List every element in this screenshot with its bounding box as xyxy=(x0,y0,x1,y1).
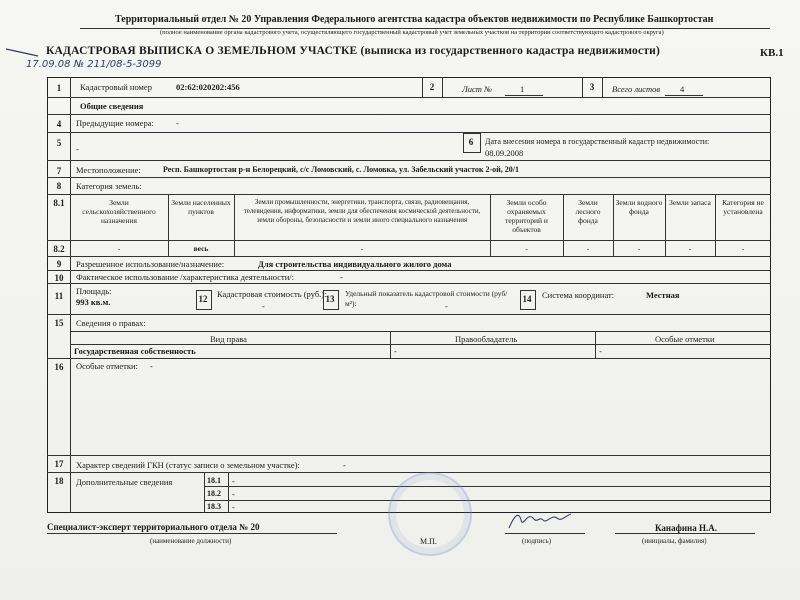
signature-line xyxy=(505,533,585,534)
subrow-number: 18.2 xyxy=(207,489,221,498)
specific-cost-value: - xyxy=(445,301,448,311)
document-title: КАДАСТРОВАЯ ВЫПИСКА О ЗЕМЕЛЬНОМ УЧАСТКЕ (выписка из государственного кадастра недвижимости) xyxy=(46,45,661,57)
divider xyxy=(715,194,716,256)
area-label: Площадь: xyxy=(76,286,112,296)
rights-holder-header: Правообладатель xyxy=(455,334,518,344)
general-section-heading: Общие сведения xyxy=(80,101,144,111)
permitted-use-label: Разрешенное использование/назначение: xyxy=(76,259,225,269)
category-value: - xyxy=(586,244,590,253)
row-number: 2 xyxy=(429,82,435,92)
category-reserve: Земли запаса xyxy=(669,198,711,207)
rights-label: Сведения о правах: xyxy=(76,318,146,328)
land-category-label: Категория земель: xyxy=(76,181,142,191)
divider xyxy=(563,194,564,256)
row-number: 3 xyxy=(589,82,595,92)
divider xyxy=(47,177,771,178)
category-agricultural: Земли сельскохозяйственного назначения xyxy=(82,198,156,225)
category-forest: Земли лесного фонда xyxy=(575,198,601,225)
cadastral-cost-value: - xyxy=(262,301,265,311)
row-number: 11 xyxy=(54,291,64,301)
category-industry: Земли промышленности, энергетики, транспорта, связи, радиовещания, телевидения, информатики, земли для обеспечения космической деятельности, земли обороны, безопасности и земли иного специального назначения xyxy=(243,198,481,224)
divider xyxy=(47,256,771,257)
permitted-use-value: Для строительства индивидуального жилого дома xyxy=(258,259,452,269)
category-value: - xyxy=(360,244,364,253)
row5-value: - xyxy=(76,144,79,154)
underline xyxy=(505,95,543,96)
divider xyxy=(490,194,491,256)
divider xyxy=(228,472,229,513)
rights-holder-value: - xyxy=(394,346,397,356)
rights-notes-header: Особые отметки xyxy=(655,334,715,344)
row-number: 9 xyxy=(56,259,62,269)
subrow-value: - xyxy=(232,502,235,512)
subrow-number: 18.3 xyxy=(207,502,221,511)
row-number: 8.1 xyxy=(53,198,65,208)
row-number: 12 xyxy=(198,294,208,304)
handwritten-arrow-mark xyxy=(4,46,40,60)
registration-date-value: 08.09.2008 xyxy=(485,148,524,158)
coordinate-system-label: Система координат: xyxy=(542,290,615,300)
category-value: - xyxy=(741,244,745,253)
name-note: (инициалы, фамилия) xyxy=(642,537,707,545)
previous-numbers-label: Предыдущие номера: xyxy=(76,118,154,128)
row-number: 6 xyxy=(468,137,474,147)
category-value: - xyxy=(117,244,121,253)
category-protected: Земли особо охраняемых территорий и объектов xyxy=(505,198,548,234)
divider xyxy=(204,486,771,487)
form-code: КВ.1 xyxy=(760,47,784,59)
agency-title: Территориальный отдел № 20 Управления Федерального агентства кадастра объектов недвижимости по Республике Башкортостан xyxy=(115,14,714,25)
divider xyxy=(47,270,771,271)
category-value: - xyxy=(525,244,528,253)
specialist-position: Специалист-эксперт территориального отдела № 20 xyxy=(47,522,260,532)
sheet-value: 1 xyxy=(520,84,525,94)
row-number: 10 xyxy=(54,273,64,283)
category-water: Земли водного фонда xyxy=(615,198,663,216)
divider xyxy=(47,314,771,315)
handwritten-reference: 17.09.08 № 211/08-5-3099 xyxy=(26,59,162,70)
total-sheets-label: Всего листов xyxy=(612,84,661,94)
divider xyxy=(47,97,771,98)
additional-info-label: Дополнительные сведения xyxy=(76,477,173,487)
signature-line xyxy=(47,533,337,534)
area-value: 993 кв.м. xyxy=(76,297,111,307)
position-note: (наименование должности) xyxy=(150,537,232,545)
special-notes-value: - xyxy=(150,361,153,371)
subrow-number: 18.1 xyxy=(207,476,221,485)
row-number: 14 xyxy=(522,294,532,304)
divider xyxy=(47,160,771,161)
specific-cost-label: Удельный показатель кадастровой стоимости (руб/м²): xyxy=(345,289,508,308)
row-number: 15 xyxy=(54,318,64,328)
subrow-value: - xyxy=(232,476,235,486)
divider xyxy=(47,358,771,359)
cadastral-number-value: 02:62:020202:456 xyxy=(176,82,240,92)
divider xyxy=(168,194,169,256)
row-number: 16 xyxy=(54,362,64,372)
divider xyxy=(47,283,771,284)
category-value: - xyxy=(637,244,641,253)
row-number: 4 xyxy=(56,119,62,129)
special-notes-label: Особые отметки: xyxy=(76,361,138,371)
divider xyxy=(234,194,235,256)
row-number: 5 xyxy=(56,138,62,148)
row-number: 8.2 xyxy=(53,244,65,254)
row-number: 17 xyxy=(54,459,64,469)
divider xyxy=(47,472,771,473)
actual-use-value: - xyxy=(340,272,343,282)
divider xyxy=(613,194,614,256)
divider xyxy=(204,472,205,513)
divider xyxy=(204,500,771,501)
specialist-name: Канафина Н.А. xyxy=(655,523,717,533)
divider xyxy=(47,132,771,133)
underline xyxy=(665,95,703,96)
row-number: 18 xyxy=(54,476,64,486)
category-settlements: Земли населенных пунктов xyxy=(171,198,231,216)
handwritten-signature xyxy=(505,506,575,534)
record-status-label: Характер сведений ГКН (статус записи о земельном участке): xyxy=(76,460,300,470)
divider xyxy=(47,194,771,195)
category-not-set: Категория не установлена xyxy=(722,198,764,216)
row-number: 8 xyxy=(56,181,62,191)
record-status-value: - xyxy=(343,460,346,470)
row-number: 1 xyxy=(56,83,62,93)
coordinate-system-value: Местная xyxy=(646,290,680,300)
location-label: Местоположение: xyxy=(76,165,141,175)
divider xyxy=(70,344,771,345)
location-value: Респ. Башкортостан р-н Белорецкий, с/с Ломовский, с. Ломовка, ул. Забельский участок 2-ой, 20/1 xyxy=(163,165,520,174)
divider xyxy=(47,240,771,241)
signature-note: (подпись) xyxy=(522,537,552,545)
row-number: 13 xyxy=(325,294,335,304)
divider xyxy=(70,331,771,332)
number-column-divider xyxy=(70,77,71,513)
divider xyxy=(47,455,771,456)
cadastral-cost-label: Кадастровая стоимость (руб.): xyxy=(217,289,327,299)
row-number: 7 xyxy=(56,166,62,176)
divider xyxy=(47,114,771,115)
category-value: весь xyxy=(193,244,209,253)
rights-type-value: Государственная собственность xyxy=(74,346,196,356)
seal-place: М.П. xyxy=(420,537,437,546)
previous-numbers-value: - xyxy=(176,118,179,128)
subrow-value: - xyxy=(232,489,235,499)
actual-use-label: Фактическое использование /характеристика деятельности/: xyxy=(76,272,295,282)
category-value: - xyxy=(688,244,692,253)
agency-note: (полное наименование органа кадастрового учета, осуществляющего государственный кадастровый учет земельных участков на территории соответствующего кадастрового округа) xyxy=(160,29,664,36)
cadastral-number-label: Кадастровый номер xyxy=(80,82,152,92)
signature-line xyxy=(615,533,755,534)
divider xyxy=(665,194,666,256)
registration-date-label: Дата внесения номера в государственный кадастр недвижимости: xyxy=(485,137,710,146)
rights-notes-value: - xyxy=(599,346,602,356)
sheet-label: Лист № xyxy=(462,84,493,94)
total-sheets-value: 4 xyxy=(680,84,685,94)
rights-type-header: Вид права xyxy=(210,334,247,344)
